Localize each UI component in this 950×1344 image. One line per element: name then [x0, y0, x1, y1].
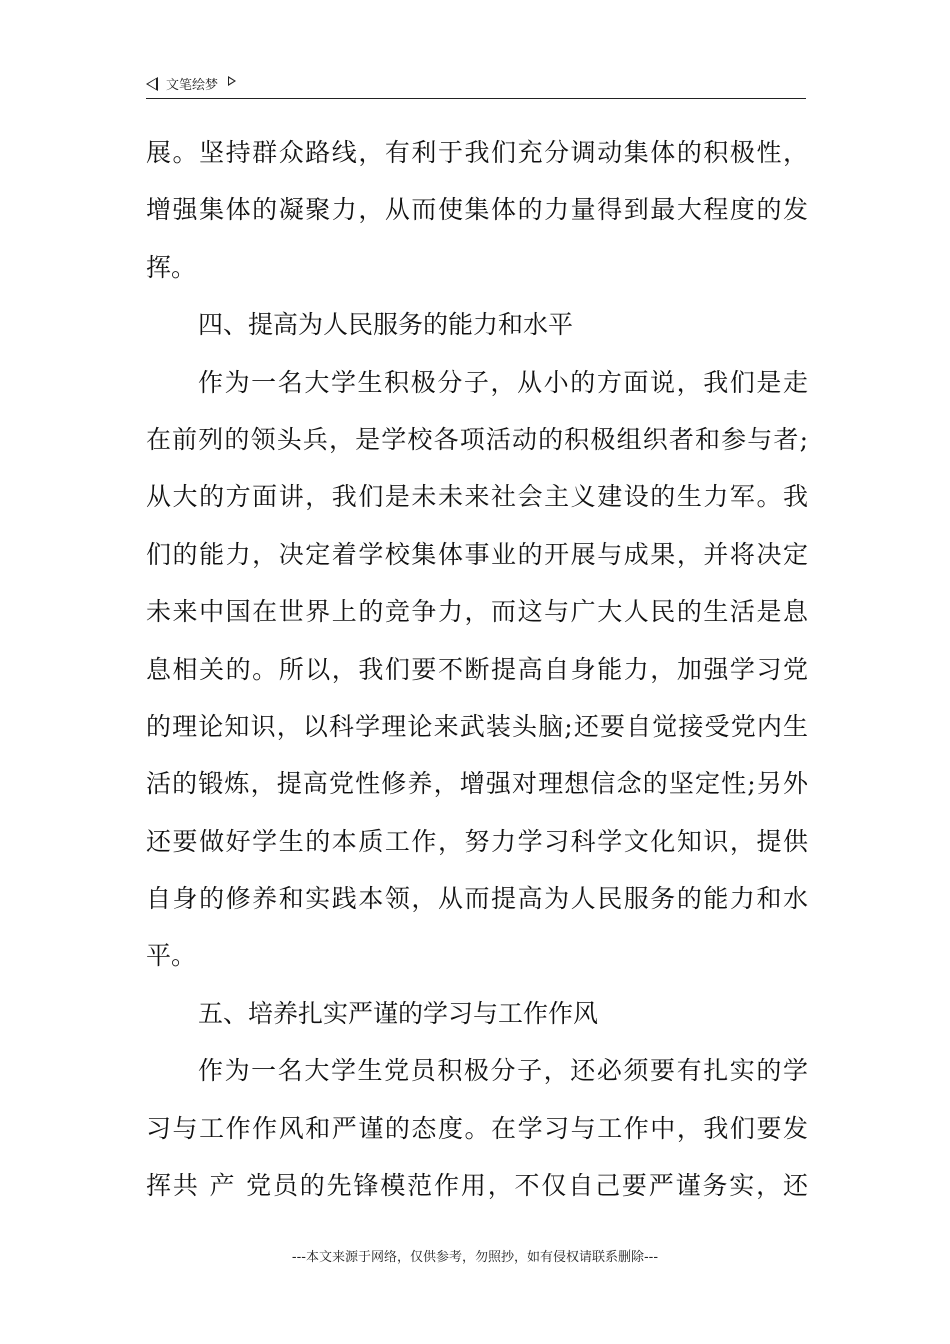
text-line: 挥。 [146, 252, 197, 282]
triangle-right-icon [228, 76, 236, 86]
text-line: 作为一名大学生积极分子，从小的方面说，我们是走 [198, 367, 808, 397]
text-line: 息相关的。所以，我们要不断提高自身能力，加强学习党 [146, 654, 808, 684]
text-line: 未来中国在世界上的竞争力，而这与广大人民的生活是息 [146, 597, 808, 627]
header-inner [146, 74, 236, 93]
text-line: 们的能力，决定着学校集体事业的开展与成果，并将决定 [146, 539, 808, 569]
text-line: 平。 [146, 941, 197, 971]
page-header [146, 72, 806, 99]
triangle-left-icon [146, 77, 158, 91]
text-line: 挥共 产 党员的先锋模范作用，不仅自己要严谨务实，还 [146, 1171, 808, 1201]
text-line: 在前列的领头兵，是学校各项活动的积极组织者和参与者; [146, 424, 808, 454]
section-heading: 四、提高为人民服务的能力和水平 [198, 310, 574, 340]
text-line: 的理论知识，以科学理论来武装头脑;还要自觉接受党内生 [146, 711, 808, 741]
text-line: 增强集体的凝聚力，从而使集体的力量得到最大程度的发 [146, 195, 808, 225]
section-heading: 五、培养扎实严谨的学习与工作作风 [198, 998, 599, 1028]
text-line: 自身的修养和实践本领，从而提高为人民服务的能力和水 [146, 884, 808, 914]
text-line: 活的锻炼，提高党性修养，增强对理想信念的坚定性;另外 [146, 769, 808, 799]
document-body [146, 124, 808, 1214]
footer-notice: ---本文来源于网络，仅供参考，勿照抄，如有侵权请联系删除--- [291, 1250, 659, 1265]
text-line: 展。坚持群众路线，有利于我们充分调动集体的积极性， [146, 138, 808, 167]
header-title: 文笔绘梦 [166, 78, 219, 93]
text-line: 从大的方面讲，我们是未未来社会主义建设的生力军。我 [146, 482, 808, 512]
text-line: 习与工作作风和严谨的态度。在学习与工作中，我们要发 [146, 1113, 808, 1143]
text-line: 作为一名大学生党员积极分子，还必须要有扎实的学 [198, 1056, 808, 1086]
text-line: 还要做好学生的本质工作，努力学习科学文化知识，提供 [146, 826, 808, 856]
